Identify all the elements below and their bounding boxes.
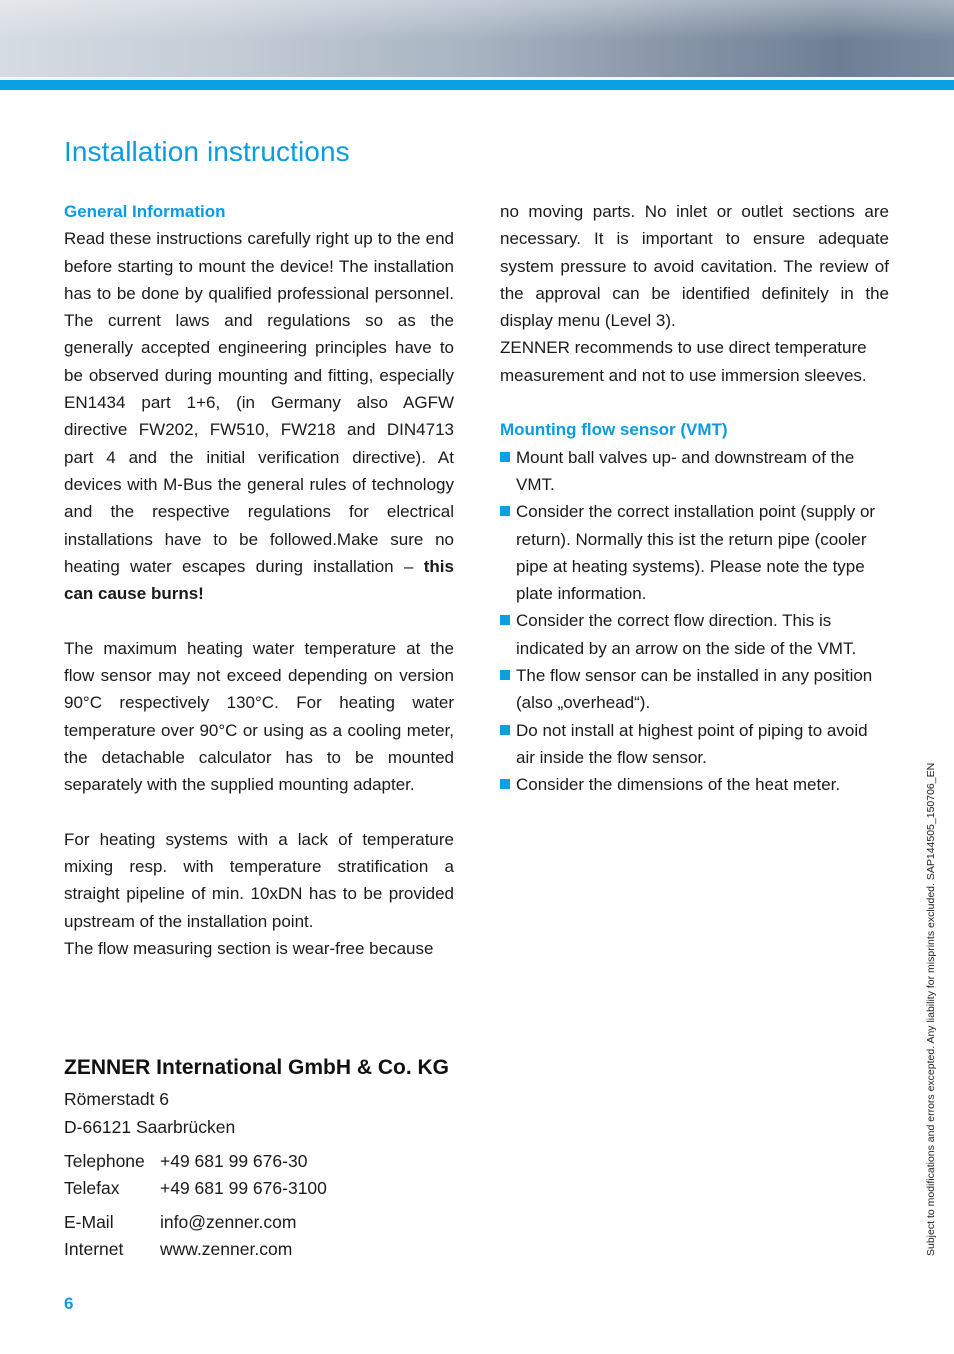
list-item xyxy=(500,717,889,772)
list-item xyxy=(500,444,889,499)
email-label: E-Mail xyxy=(64,1212,114,1232)
telephone-number: +49 681 99 676-30 xyxy=(160,1151,308,1171)
square-bullet-icon xyxy=(500,506,510,516)
list-item xyxy=(500,662,889,717)
square-bullet-icon xyxy=(500,615,510,625)
header-banner-shine xyxy=(0,0,954,40)
paragraph-gap xyxy=(64,607,454,634)
website-link[interactable]: www.zenner.com xyxy=(160,1239,293,1259)
list-item-text: Mount ball valves up- and downstream of the VMT. xyxy=(516,447,855,494)
company-name: ZENNER International GmbH & Co. KG xyxy=(64,1056,450,1079)
internet-row xyxy=(64,1236,292,1263)
temperature-mixing-paragraph: For heating systems with a lack of temperature mixing resp. with temperature stratification a straight pipeline of min. 10xDN has to be provided upstream of the installation point. xyxy=(64,829,454,931)
paragraph-gap xyxy=(500,389,889,416)
flow-section-paragraph-cont: no moving parts. No inlet or outlet sections are necessary. It is important to ensure adequate system pressure to avoid cavitation. The review of the approval can be identified definitely in the display menu (Level 3). xyxy=(500,202,889,331)
page-number: 6 xyxy=(64,1294,74,1313)
list-item xyxy=(500,607,889,662)
list-item-text: The flow sensor can be installed in any position (also „overhead“). xyxy=(516,666,873,713)
city-address: D-66121 Saarbrücken xyxy=(64,1117,236,1137)
telefax-row xyxy=(64,1175,327,1202)
header-blue-rule xyxy=(0,80,954,90)
general-information-paragraph xyxy=(64,225,454,607)
list-item-text: Consider the dimensions of the heat meter. xyxy=(516,775,841,795)
telefax-number: +49 681 99 676-3100 xyxy=(160,1178,327,1198)
email-address[interactable]: info@zenner.com xyxy=(160,1212,297,1232)
flow-section-paragraph-start: The flow measuring section is wear-free because xyxy=(64,939,434,959)
square-bullet-icon xyxy=(500,779,510,789)
square-bullet-icon xyxy=(500,670,510,680)
internet-label: Internet xyxy=(64,1239,124,1259)
disclaimer-side-note: Subject to modifications and errors excepted. Any liability for misprints excluded. SAP144505_150706_EN xyxy=(925,762,937,1256)
square-bullet-icon xyxy=(500,725,510,735)
street-address: Römerstadt 6 xyxy=(64,1089,170,1109)
list-item-text: Consider the correct installation point (supply or return). Normally this ist the return pipe (cooler pipe at heating systems). Please note the type plate information. xyxy=(516,502,876,604)
general-info-text: Read these instructions carefully right up to the end before starting to mount the device! The installation has to be done by qualified professional personnel. The current laws and regulations so as the generally accepted engineering principles have to be observed during mounting and fitting, especially EN1434 part 1+6, (in Germany also AGFW directive FW202, FW510, FW218 and DIN4713 part 4 and the initial verification directive). At devices with M-Bus the general rules of technology and the respective regulations for electrical installations have to be followed.Make sure no heating water escapes during installation – xyxy=(64,229,454,576)
recommendation-paragraph: ZENNER recommends to use direct temperature measurement and not to use immersion sleeves. xyxy=(500,338,867,385)
telefax-label: Telefax xyxy=(64,1178,120,1198)
list-item-text: Do not install at highest point of piping to avoid air inside the flow sensor. xyxy=(516,720,868,767)
telephone-label: Telephone xyxy=(64,1151,145,1171)
telephone-row xyxy=(64,1148,307,1175)
general-information-heading: General Information xyxy=(64,202,226,221)
mounting-bullet-list xyxy=(500,444,889,799)
left-column xyxy=(64,198,454,962)
list-item xyxy=(500,498,889,607)
list-item-text: Consider the correct flow direction. This is indicated by an arrow on the side of the VMT. xyxy=(516,611,857,658)
max-temperature-paragraph: The maximum heating water temperature at the flow sensor may not exceed depending on version 90°C respectively 130°C. For heating water temperature over 90°C or using as a cooling meter, the detachable calculator has to be mounted separately with the supplied mounting adapter. xyxy=(64,638,454,795)
square-bullet-icon xyxy=(500,452,510,462)
burn-warning: this can cause burns! xyxy=(64,556,454,604)
mounting-flow-sensor-heading: Mounting flow sensor (VMT) xyxy=(500,420,728,440)
paragraph-gap xyxy=(64,799,454,826)
email-row xyxy=(64,1209,296,1236)
right-column xyxy=(500,198,889,799)
page-title: Installation instructions xyxy=(64,136,350,167)
list-item xyxy=(500,771,889,798)
